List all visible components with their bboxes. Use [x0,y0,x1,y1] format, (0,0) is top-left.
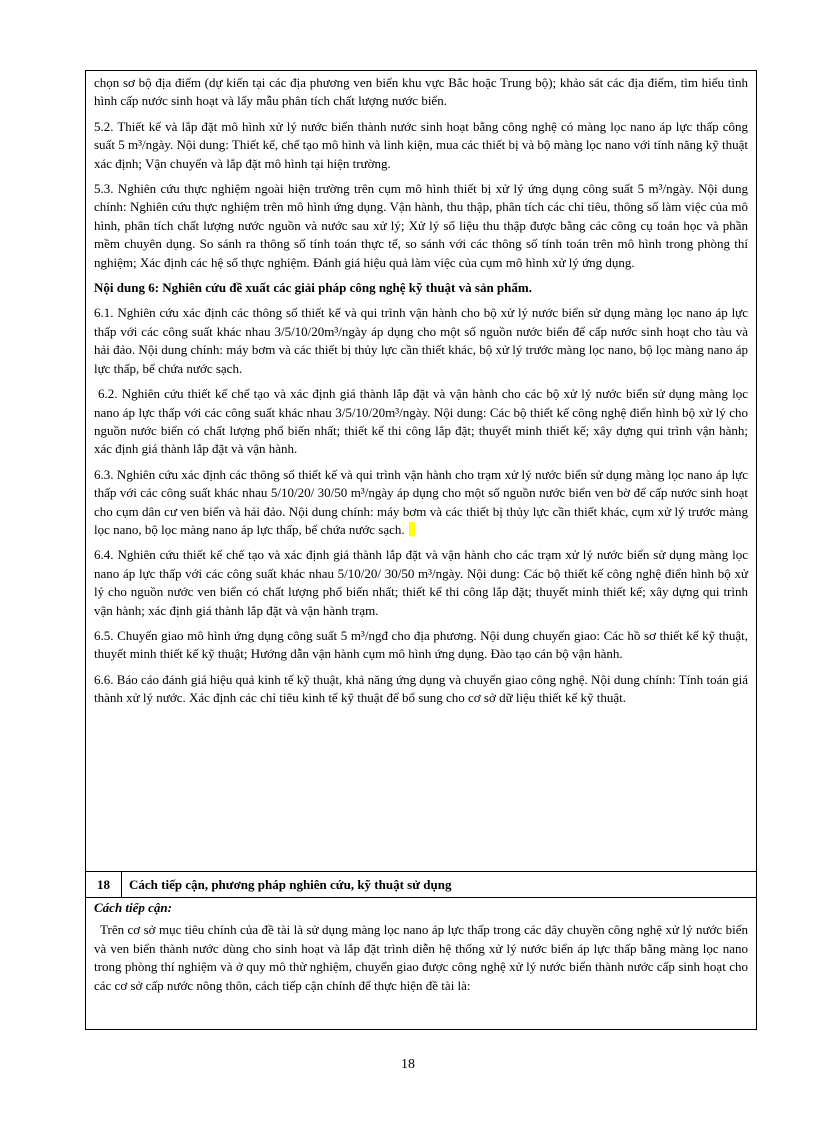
paragraph-5-2: 5.2. Thiết kế và lắp đặt mô hình xử lý nước biển thành nước sinh hoạt bằng công nghệ có màng lọc nano áp lực thấp công suất 5 m³/ngày. Nội dung: Thiết kế, chế tạo mô hình và linh kiện, mua các thiết bị và bộ màng lọc nano với tính năng kỹ thuật xác định; Vận chuyển và lắp đặt mô hình tại hiện trường. [94,118,748,171]
paragraph-6-1: 6.1. Nghiên cứu xác định các thông số thiết kế và qui trình vận hành cho bộ xử lý nước biển sử dụng màng lọc nano áp lực thấp với các công suất khác nhau 3/5/10/20m³/ngày áp dụng cho một số nguồn nước biển để cấp nước sinh hoạt cho tàu và hải đảo. Nội dung chính: máy bơm và các thiết bị thủy lực cần thiết khác, bộ xử lý trước màng lọc nano, bộ lọc màng nano áp lực thấp, bể chứa nước sạch. [94,305,748,376]
paragraph-5-3: 5.3. Nghiên cứu thực nghiệm ngoài hiện trường trên cụm mô hình thiết bị xử lý ứng dụng công suất 5 m³/ngày. Nội dung chính: Nghiên cứu thực nghiệm trên mô hình ứng dụng. Vận hành, thu thập, phân tích các chỉ tiêu, thông số làm việc của mô hình, phân tích chất lượng nước nguồn và nước sau xử lý; Xử lý số liệu thu thập được bằng các công cụ toán học và phần mềm chuyên dụng. So sánh ra thông số tính toán thực tế, so sánh với các thông số tính toán trên mô hình trong phòng thí nghiệm; Xác định các hệ số thực nghiệm. Đánh giá hiệu quả làm việc của cụm mô hình xử lý ứng dụng. [94,181,748,270]
section-number: 18 [86,872,122,897]
paragraph-survey: chọn sơ bộ địa điểm (dự kiến tại các địa phương ven biển khu vực Bắc hoặc Trung bộ); khảo sát các địa điểm, tìm hiểu tình hình cấp nước sinh hoạt và lấy mẫu phân tích chất lượng nước biển. [94,75,748,109]
approach-paragraph: Trên cơ sở mục tiêu chính của đề tài là sử dụng màng lọc nano áp lực thấp trong các dây chuyền công nghệ xử lý nước biển và ven biển thành nước dùng cho sinh hoạt và lắp đặt trình diễn hệ thống xử lý nước biển áp lực thấp bằng màng lọc nano trong phòng thí nghiệm và ở quy mô thử nghiệm, chuyển giao được công nghệ xử lý nước biển thành nước cấp sinh hoạt cho các cơ sở cấp nước nông thôn, cách tiếp cận chính để thực hiện đề tài là: [94,922,748,993]
page-number: 18 [401,1057,415,1072]
section-title: Cách tiếp cận, phương pháp nghiên cứu, kỹ thuật sử dụng [129,876,452,892]
paragraph-6-3-text: 6.3. Nghiên cứu xác định các thông số thiết kế và qui trình vận hành cho trạm xử lý nước biển sử dụng màng lọc nano áp lực thấp với các công suất khác nhau 5/10/20/ 30/50 m³/ngày áp dụng cho một số nguồn nước biển ven bờ để cấp nước sinh hoạt cho cụm dân cư ven biển và hải đảo. Nội dung chính: máy bơm và các thiết bị thủy lực cần thiết khác, cụm xử lý trước màng lọc nano, bộ lọc màng nano áp lực thấp, bể chứa nước sạch. [94,466,748,537]
content-cell [86,71,756,718]
paragraph-6-2: 6.2. Nghiên cứu thiết kế chế tạo và xác định giá thành lắp đặt và vận hành cho các bộ xử lý nước biển sử dụng màng lọc nano áp lực thấp với các công suất khác nhau 3/5/10/20m³/ngày. Nội dung: Các bộ thiết kế công nghệ điển hình bộ xử lý cho nguồn nước biển có chất lượng phổ biến nhất; thiết kế thi công lắp đặt; thuyết minh thiết kế; xây dựng qui trình vận hành; xác định giá thành lắp đặt và vận hành. [94,386,748,457]
paragraph-6-3 [94,466,748,540]
approach-cell [86,897,756,995]
section-18-header-row [86,871,756,898]
approach-subheading: Cách tiếp cận: [94,900,172,915]
paragraph-6-6: 6.6. Báo cáo đánh giá hiệu quả kinh tế kỹ thuật, khả năng ứng dụng và chuyển giao công nghệ. Nội dung chính: Tính toán giá thành xử lý nước. Xác định các chỉ tiêu kinh tế kỹ thuật để bổ sung cho cơ sở dữ liệu thiết kế kỹ thuật. [94,671,748,706]
text-highlight-marker [409,522,415,536]
content-table [85,70,757,1030]
heading-content-6: Nội dung 6: Nghiên cứu đề xuất các giải pháp công nghệ kỹ thuật và sản phẩm. [94,280,532,296]
paragraph-6-5: 6.5. Chuyển giao mô hình ứng dụng công suất 5 m³/ngđ cho địa phương. Nội dung chuyển giao: Các hồ sơ thiết kế kỹ thuật, thuyết minh thiết kế kỹ thuật; Hướng dẫn vận hành cụm mô hình ứng dụng. Đào tạo cán bộ vận hành. [94,627,748,662]
paragraph-6-4: 6.4. Nghiên cứu thiết kế chế tạo và xác định giá thành lắp đặt và vận hành cho các trạm xử lý nước biển sử dụng màng lọc nano áp lực thấp với các công suất khác nhau 5/10/20/ 30/50 m³/ngày. Nội dung: Các bộ thiết kế công nghệ điển hình bộ xử lý cho nguồn nước ven biển có chất lượng phổ biến nhất; thiết kế thi công lắp đặt; thuyết minh thiết kế; xây dựng qui trình vận hành; xác định giá thành lắp đặt và vận hành trạm. [94,547,748,618]
